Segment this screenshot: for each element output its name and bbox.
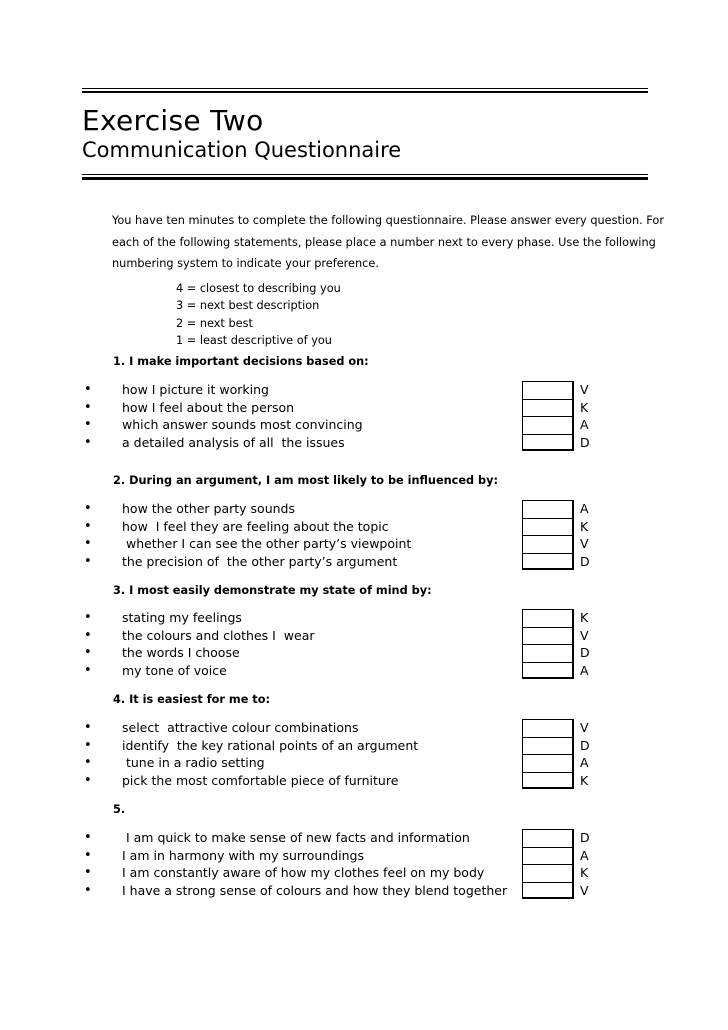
answer-box[interactable] <box>522 399 574 417</box>
header-rule-bottom-thin <box>82 174 648 175</box>
style-letter: D <box>580 737 590 753</box>
statement-row <box>84 772 584 790</box>
answer-box[interactable] <box>522 772 574 790</box>
style-letter: K <box>580 518 589 534</box>
intro-line: numbering system to indicate your preference. <box>112 257 379 270</box>
question-heading: 4. It is easiest for me to: <box>113 693 270 706</box>
statement-row <box>84 609 584 627</box>
answer-box[interactable] <box>522 847 574 865</box>
style-letter: K <box>580 772 589 788</box>
bullet-icon: • <box>84 720 92 735</box>
statement-row <box>84 882 584 900</box>
bullet-icon: • <box>84 434 92 450</box>
statement-text: stating my feelings <box>122 610 242 625</box>
answer-box[interactable] <box>522 662 574 680</box>
bullet-icon: • <box>84 662 92 678</box>
bullet-icon: • <box>84 772 92 788</box>
statement-row <box>84 553 584 571</box>
answer-box[interactable] <box>522 737 574 755</box>
statement-text: a detailed analysis of all the issues <box>122 434 345 450</box>
statement-text: identify the key rational points of an argument <box>122 737 419 753</box>
bullet-icon: • <box>84 755 92 770</box>
statement-row <box>84 434 584 452</box>
bullet-icon: • <box>84 518 92 534</box>
statement-row <box>84 399 584 417</box>
intro-line: each of the following statements, please place a number next to every phase. Use the following <box>112 236 656 249</box>
style-letter: D <box>580 830 590 845</box>
style-letter: A <box>580 662 589 678</box>
answer-box[interactable] <box>522 609 574 627</box>
style-letter: V <box>580 720 589 735</box>
page-title: Exercise Two <box>82 104 264 137</box>
statement-text: the precision of the other party’s argument <box>122 553 398 569</box>
answer-box[interactable] <box>522 829 574 847</box>
header-rule-top-thick <box>82 91 648 93</box>
bullet-icon: • <box>84 737 92 753</box>
statement-row <box>84 662 584 680</box>
answer-box[interactable] <box>522 553 574 571</box>
statement-text: how I picture it working <box>122 382 269 397</box>
bullet-icon: • <box>84 847 92 863</box>
style-letter: V <box>580 382 589 397</box>
answer-box[interactable] <box>522 644 574 662</box>
statement-text: tune in a radio setting <box>122 755 265 770</box>
bullet-icon: • <box>84 610 92 625</box>
statement-row <box>84 500 584 518</box>
statement-row <box>84 737 584 755</box>
style-letter: K <box>580 399 589 415</box>
statement-text: pick the most comfortable piece of furniture <box>122 772 399 788</box>
style-letter: V <box>580 536 589 551</box>
style-letter: A <box>580 501 589 516</box>
header-rule-bottom-thick <box>82 177 648 180</box>
answer-box[interactable] <box>522 381 574 399</box>
bullet-icon: • <box>84 536 92 551</box>
statement-text: I have a strong sense of colours and how they blend together <box>122 882 508 898</box>
intro-line: You have ten minutes to complete the following questionnaire. Please answer every question. For <box>112 214 664 227</box>
answer-box[interactable] <box>522 535 574 553</box>
scale-item: 1 = least descriptive of you <box>176 334 332 347</box>
answer-box[interactable] <box>522 627 574 645</box>
style-letter: D <box>580 434 590 450</box>
statement-text: my tone of voice <box>122 662 227 678</box>
statement-text: how I feel they are feeling about the topic <box>122 518 389 534</box>
answer-box[interactable] <box>522 500 574 518</box>
answer-box[interactable] <box>522 434 574 452</box>
statement-text: how the other party sounds <box>122 501 295 516</box>
statement-text: which answer sounds most convincing <box>122 417 363 432</box>
answer-box[interactable] <box>522 864 574 882</box>
statement-row <box>84 829 584 847</box>
statement-text: select attractive colour combinations <box>122 720 359 735</box>
question-heading: 2. During an argument, I am most likely to be influenced by: <box>113 474 499 487</box>
statement-row <box>84 535 584 553</box>
statement-text: I am in harmony with my surroundings <box>122 847 364 863</box>
bullet-icon: • <box>84 553 92 569</box>
bullet-icon: • <box>84 417 92 432</box>
answer-box[interactable] <box>522 719 574 737</box>
style-letter: A <box>580 417 589 432</box>
bullet-icon: • <box>84 382 92 397</box>
bullet-icon: • <box>84 627 92 643</box>
statement-row <box>84 644 584 662</box>
scale-item: 4 = closest to describing you <box>176 282 341 295</box>
header-rule-top-thin <box>82 88 648 89</box>
answer-box[interactable] <box>522 882 574 900</box>
style-letter: D <box>580 553 590 569</box>
bullet-icon: • <box>84 865 92 880</box>
statement-row <box>84 754 584 772</box>
statement-row <box>84 847 584 865</box>
style-letter: A <box>580 755 589 770</box>
statement-row <box>84 627 584 645</box>
scale-item: 2 = next best <box>176 317 253 330</box>
scale-item: 3 = next best description <box>176 299 320 312</box>
style-letter: V <box>580 627 589 643</box>
style-letter: K <box>580 865 589 880</box>
bullet-icon: • <box>84 830 92 845</box>
statement-row <box>84 416 584 434</box>
question-heading: 1. I make important decisions based on: <box>113 355 369 368</box>
answer-box[interactable] <box>522 754 574 772</box>
statement-text: how I feel about the person <box>122 399 295 415</box>
statement-text: I am quick to make sense of new facts and information <box>122 830 470 845</box>
statement-row <box>84 719 584 737</box>
style-letter: K <box>580 610 589 625</box>
bullet-icon: • <box>84 882 92 898</box>
page-subtitle: Communication Questionnaire <box>82 138 402 162</box>
style-letter: V <box>580 882 589 898</box>
answer-box[interactable] <box>522 416 574 434</box>
style-letter: D <box>580 645 590 660</box>
statement-text: the colours and clothes I wear <box>122 627 315 643</box>
statement-row <box>84 381 584 399</box>
statement-row <box>84 518 584 536</box>
bullet-icon: • <box>84 645 92 660</box>
bullet-icon: • <box>84 399 92 415</box>
statement-text: I am constantly aware of how my clothes feel on my body <box>122 865 485 880</box>
statement-text: the words I choose <box>122 645 240 660</box>
question-heading: 3. I most easily demonstrate my state of mind by: <box>113 584 432 597</box>
question-heading: 5. <box>113 803 126 816</box>
statement-text: whether I can see the other party’s viewpoint <box>122 536 412 551</box>
bullet-icon: • <box>84 501 92 516</box>
style-letter: A <box>580 847 589 863</box>
statement-row <box>84 864 584 882</box>
answer-box[interactable] <box>522 518 574 536</box>
